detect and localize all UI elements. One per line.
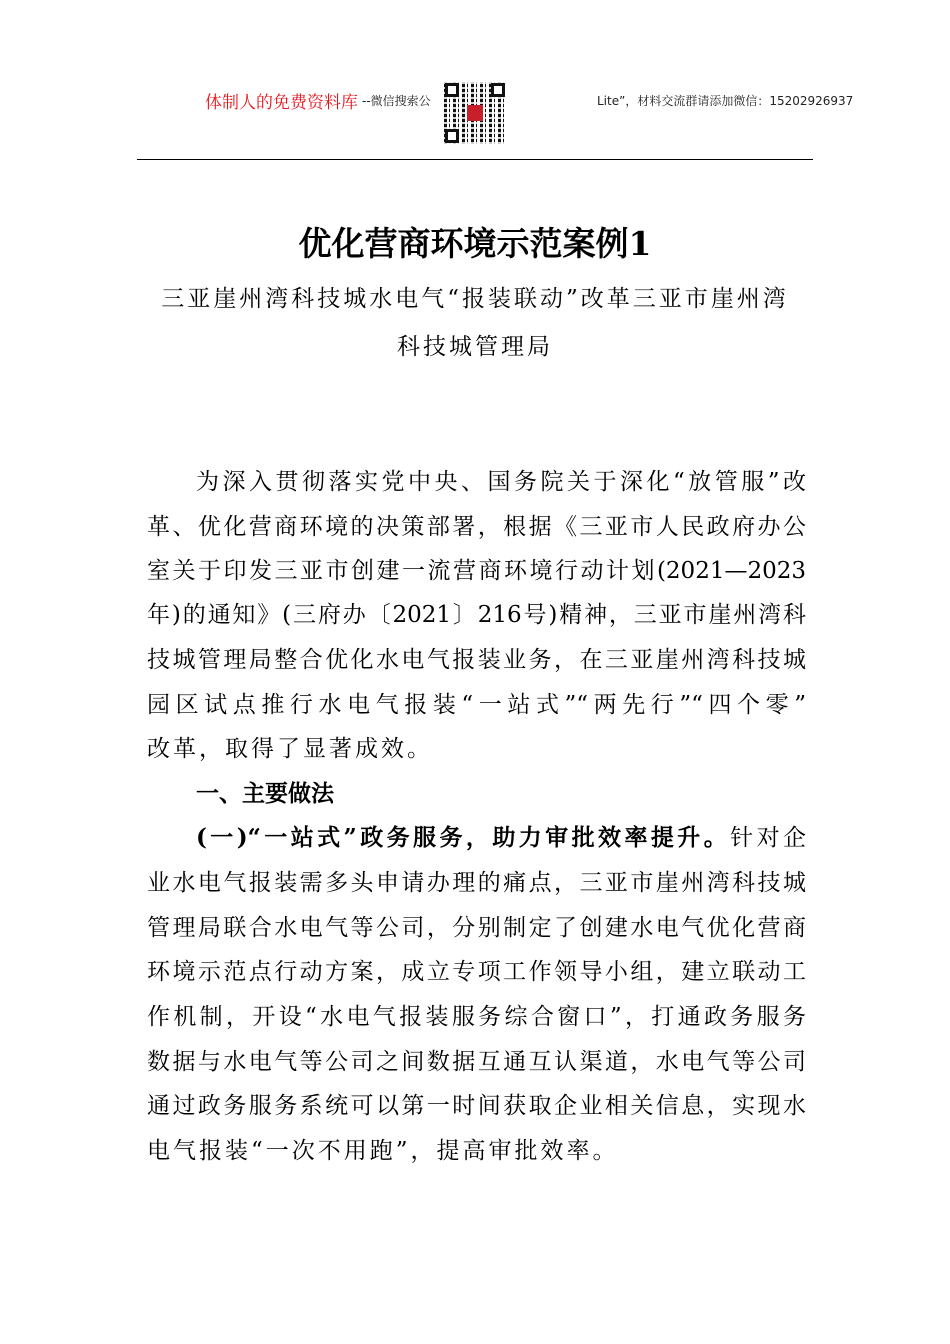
- page-title: 优化营商环境示范案例1: [298, 224, 652, 263]
- paragraph-line: 改革，取得了显著成效。: [147, 736, 433, 762]
- brand-text: 体制人的免费资料库: [205, 92, 358, 113]
- paragraph-line: 数据与水电气等公司之间数据互通互认渠道，水电气等公司: [147, 1049, 806, 1075]
- header-prefix: --微信搜索公: [362, 93, 431, 108]
- paragraph-line: 环境示范点行动方案，成立专项工作领导小组，建立联动工: [147, 959, 806, 985]
- paragraph-line: 业水电气报装需多头申请办理的痛点，三亚市崖州湾科技城: [147, 870, 806, 896]
- paragraph-line: 作机制，开设“水电气报装服务综合窗口”，打通政务服务: [147, 1004, 806, 1030]
- header-suffix: Lite”，材料交流群请添加微信：15202926937: [597, 93, 854, 108]
- paragraph-line: 室关于印发三亚市创建一流营商环境行动计划(2021—2023: [147, 558, 806, 584]
- paragraph-line: 电气报装“一次不用跑”，提高审批效率。: [147, 1138, 619, 1164]
- bold-lead: (一)“一站式”政务服务，助力审批效率提升。: [196, 824, 731, 851]
- paragraph-line: 为深入贯彻落实党中央、国务院关于深化“放管服”改: [196, 469, 806, 495]
- paragraph-line: 技城管理局整合优化水电气报装业务，在三亚崖州湾科技城: [147, 647, 806, 673]
- header-divider: [137, 159, 813, 160]
- subtitle-line: 三亚崖州湾科技城水电气“报装联动”改革三亚市崖州湾: [161, 286, 789, 312]
- paragraph-line: 年)的通知》(三府办〔2021〕216号)精神，三亚市崖州湾科: [147, 602, 806, 628]
- paragraph-line: 园区试点推行水电气报装“一站式”“两先行”“四个零”: [147, 692, 806, 718]
- subtitle-line: 科技城管理局: [397, 334, 553, 360]
- paragraph-line: 管理局联合水电气等公司，分别制定了创建水电气优化营商: [147, 915, 806, 941]
- lead-rest: 针对企: [730, 825, 806, 851]
- paragraph-line: [196, 823, 806, 853]
- section-heading: 一、主要做法: [196, 780, 334, 807]
- qr-code-icon: [444, 82, 506, 144]
- paragraph-line: 革、优化营商环境的决策部署，根据《三亚市人民政府办公: [147, 514, 806, 540]
- paragraph-line: 通过政务服务系统可以第一时间获取企业相关信息，实现水: [147, 1093, 806, 1119]
- watermark-header: [205, 88, 853, 112]
